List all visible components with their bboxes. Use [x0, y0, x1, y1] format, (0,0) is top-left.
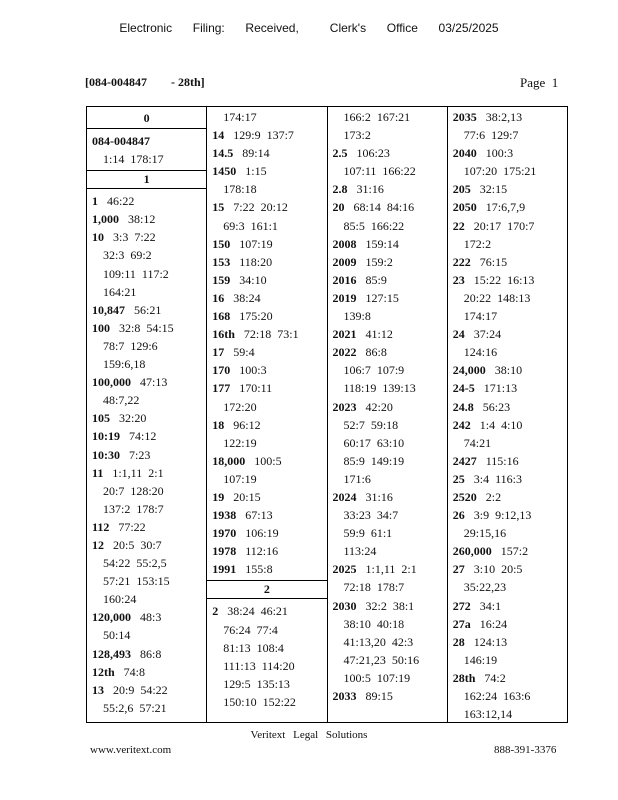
- index-entry: [87, 518, 206, 536]
- index-entry: [448, 452, 567, 470]
- page-line-refs: 46:22: [107, 194, 135, 209]
- word-index-grid: [86, 106, 568, 723]
- index-entry: [207, 144, 326, 162]
- index-entry: [448, 217, 567, 235]
- index-term: 24.8: [452, 399, 474, 414]
- page-line-refs: 15:22 16:13: [473, 272, 535, 287]
- page-line-refs: 74:2: [484, 670, 506, 685]
- page-line-refs: 34:1: [479, 598, 502, 613]
- page-line-refs: 100:3: [239, 363, 267, 378]
- index-entry: [328, 198, 447, 216]
- index-entry: [207, 289, 326, 307]
- page-line-refs: 59:9 61:1: [343, 526, 393, 541]
- index-entry: [87, 409, 206, 427]
- index-term: 24: [452, 327, 465, 342]
- page-line-refs: 29:15,16: [463, 526, 507, 541]
- index-entry: [448, 669, 567, 687]
- index-term: 2019: [332, 290, 357, 305]
- index-entry: [87, 645, 206, 663]
- page-line-refs: 47:21,23 50:16: [343, 652, 420, 667]
- index-column-4: [448, 107, 567, 722]
- page-line-refs: 118:20: [239, 254, 273, 269]
- index-term: 10:19: [92, 429, 120, 444]
- index-entry: [207, 307, 326, 325]
- page-line-refs: 118:19 139:13: [343, 381, 416, 396]
- index-term: 2: [212, 604, 219, 619]
- case-number: [084-004847 - 28th]: [85, 75, 205, 89]
- index-term: 11: [92, 465, 104, 480]
- page-line-refs: 38:24 46:21: [227, 604, 288, 619]
- index-term: 2033: [332, 689, 357, 703]
- index-entry: [328, 597, 447, 615]
- index-term: 2.5: [332, 146, 348, 161]
- index-entry: [207, 271, 326, 289]
- index-entry: [328, 253, 447, 271]
- index-column-3: [328, 107, 448, 722]
- index-entry: [448, 542, 567, 560]
- index-term: 2022: [332, 345, 357, 360]
- index-entry: [328, 271, 447, 289]
- page-line-refs: 55:2,6 57:21: [103, 700, 167, 715]
- index-entry: [448, 506, 567, 524]
- index-entry: [448, 470, 567, 488]
- index-entry: [448, 144, 567, 162]
- page-line-refs: 1:1,11 2:1: [365, 562, 417, 577]
- page-line-refs: 173:2: [343, 128, 371, 143]
- index-term: 14: [212, 128, 225, 143]
- page-line-refs: 170:11: [239, 381, 273, 396]
- page-line-refs: 81:13 108:4: [223, 640, 284, 655]
- index-entry: [207, 560, 326, 578]
- index-term: 28: [452, 634, 465, 649]
- index-term: 1970: [212, 526, 237, 541]
- index-term: 13: [92, 682, 104, 697]
- page-line-refs: 35:22,23: [463, 580, 507, 595]
- index-entry: [448, 180, 567, 198]
- page-line-refs: 20:5 30:7: [113, 537, 162, 552]
- index-term: 2008: [332, 236, 357, 251]
- index-entry: [87, 446, 206, 464]
- index-entry: [207, 542, 326, 560]
- page-line-refs: 7:22 20:12: [233, 200, 288, 215]
- index-term: 153: [212, 254, 231, 269]
- page-line-refs: 106:7 107:9: [343, 363, 405, 378]
- page-line-refs: 111:13 114:20: [223, 658, 295, 673]
- index-term: 159: [212, 272, 231, 287]
- index-term: 205: [452, 182, 471, 197]
- index-term: 128,493: [92, 646, 131, 661]
- page-line-refs: 137:2 178:7: [103, 501, 164, 516]
- page-line-refs: 20:15: [233, 489, 261, 504]
- page-line-refs: 50:14: [103, 628, 131, 643]
- index-entry: [328, 488, 447, 506]
- page-line-refs: 113:24: [343, 544, 377, 559]
- index-entry: [448, 253, 567, 271]
- index-term: 222: [452, 254, 471, 269]
- index-entry: [207, 235, 326, 253]
- index-term: 18: [212, 417, 225, 432]
- page-line-refs: 166:2 167:21: [343, 110, 411, 124]
- index-term: 2035: [452, 110, 477, 124]
- index-entry: [87, 663, 206, 681]
- page-line-refs: 107:20 175:21: [463, 164, 537, 179]
- page-line-refs: 74:12: [129, 429, 157, 444]
- page-line-refs: 164:21: [103, 284, 137, 299]
- index-entry: [448, 361, 567, 379]
- index-term: 105: [92, 411, 110, 426]
- page-line-refs: 175:20: [239, 309, 273, 324]
- index-term: 17: [212, 345, 225, 360]
- page-line-refs: 112:16: [245, 544, 279, 559]
- page-line-refs: 1:14 178:17: [103, 152, 164, 167]
- index-term: 1991: [212, 562, 237, 577]
- index-entry: [207, 379, 326, 397]
- index-entry: [87, 608, 206, 626]
- page-line-refs: 31:16: [356, 182, 384, 197]
- page-line-refs: 59:4: [233, 345, 255, 360]
- index-term: 27a: [452, 616, 471, 631]
- page-line-refs: 3:3 7:22: [113, 230, 156, 245]
- page-line-refs: 106:23: [356, 146, 390, 161]
- page-line-refs: 3:4 116:3: [473, 471, 522, 486]
- index-term: 19: [212, 489, 225, 504]
- index-entry: [87, 192, 206, 210]
- page-line-refs: 41:13,20 42:3: [343, 634, 414, 649]
- index-entry: [87, 427, 206, 445]
- index-term: 2025: [332, 562, 357, 577]
- page-line-refs: 77:6 129:7: [463, 128, 519, 143]
- index-term: 20: [332, 200, 345, 215]
- index-column-2: [207, 107, 327, 722]
- index-entry: [448, 560, 567, 578]
- index-entry: [448, 325, 567, 343]
- page-line-refs: 69:3 161:1: [223, 218, 278, 233]
- page-line-refs: 77:22: [118, 519, 146, 534]
- index-entry: [87, 536, 206, 554]
- page-line-refs: 159:2: [365, 254, 393, 269]
- page-line-refs: 172:20: [223, 399, 257, 414]
- page-line-refs: 20:17 170:7: [473, 218, 535, 233]
- page-line-refs: 20:7 128:20: [103, 483, 164, 498]
- page-line-refs: 34:10: [239, 272, 267, 287]
- index-term: 2023: [332, 399, 357, 414]
- index-entry: [207, 325, 326, 343]
- page-line-refs: 106:19: [245, 526, 279, 541]
- page-line-refs: 20:22 148:13: [463, 290, 531, 305]
- page-line-refs: 96:12: [233, 417, 261, 432]
- index-term: 18,000: [212, 453, 246, 468]
- index-entry: [207, 126, 326, 144]
- page-line-refs: 37:24: [473, 327, 502, 342]
- page-line-refs: 107:19: [223, 471, 257, 486]
- index-term: 100: [92, 320, 110, 335]
- page-line-refs: 76:24 77:4: [223, 622, 278, 637]
- page-line-refs: 32:15: [479, 182, 508, 197]
- index-entry: [448, 271, 567, 289]
- page-line-refs: 38:10 40:18: [343, 616, 405, 631]
- index-entry: [207, 602, 326, 620]
- index-term: 16th: [212, 327, 235, 342]
- index-term: 150: [212, 236, 231, 251]
- page-line-refs: 67:13: [245, 508, 273, 523]
- index-term: 084-004847: [92, 134, 150, 148]
- page-line-refs: 89:15: [365, 689, 393, 703]
- index-entry: [207, 162, 326, 180]
- page-line-refs: 107:11 166:22: [343, 164, 416, 179]
- page-line-refs: 54:22 55:2,5: [103, 556, 167, 571]
- index-entry: [207, 198, 326, 216]
- index-entry: [448, 379, 567, 397]
- index-entry: [448, 615, 567, 633]
- page-line-refs: 124:16: [463, 345, 498, 360]
- page-line-refs: 42:20: [365, 399, 393, 414]
- page-line-refs: 100:5: [254, 453, 282, 468]
- index-term: 24,000: [452, 363, 486, 378]
- page-line-refs: 74:8: [123, 664, 146, 679]
- page-line-refs: 7:23: [129, 447, 151, 462]
- page-line-refs: 3:9 9:12,13: [473, 508, 532, 523]
- page-line-refs: 162:24 163:6: [463, 689, 531, 703]
- page-line-refs: 32:8 54:15: [119, 320, 174, 335]
- page-line-refs: 47:13: [140, 375, 168, 390]
- page-line-refs: 41:12: [365, 327, 393, 342]
- index-entry: [448, 198, 567, 216]
- index-term: 100,000: [92, 375, 131, 390]
- page-line-refs: 86:8: [140, 646, 162, 661]
- page-line-refs: 20:9 54:22: [113, 682, 168, 697]
- index-entry: [207, 416, 326, 434]
- index-entry: [207, 361, 326, 379]
- page-line-refs: 57:21 153:15: [103, 574, 170, 589]
- page-line-refs: 100:3: [485, 146, 514, 161]
- index-entry: [328, 560, 447, 578]
- index-term: 112: [92, 519, 110, 534]
- page-line-refs: 17:6,7,9: [485, 200, 526, 215]
- index-term: 26: [452, 508, 465, 523]
- index-term: 260,000: [452, 544, 492, 559]
- page-line-refs: 56:23: [482, 399, 511, 414]
- page-line-refs: 52:7 59:18: [343, 417, 399, 432]
- section-header: 2: [207, 580, 326, 599]
- index-term: 168: [212, 309, 231, 324]
- index-term: 24-5: [452, 381, 475, 396]
- index-term: 10,847: [92, 302, 125, 317]
- page-line-refs: 146:19: [463, 652, 498, 667]
- index-term: 2520: [452, 489, 477, 504]
- page-line-refs: 38:10: [494, 363, 523, 378]
- page-line-refs: 1:4 4:10: [479, 417, 523, 432]
- page-line-refs: 72:18 73:1: [243, 327, 299, 342]
- index-entry: [328, 325, 447, 343]
- index-entry: [87, 319, 206, 337]
- page-line-refs: 171:13: [483, 381, 518, 396]
- footer-website: www.veritext.com: [90, 744, 172, 756]
- page-line-refs: 38:12: [128, 212, 156, 227]
- index-term: 15: [212, 200, 225, 215]
- page-line-refs: 155:8: [245, 562, 273, 577]
- page-line-refs: 38:2,13: [485, 110, 523, 124]
- index-term: 1: [92, 194, 98, 209]
- page-line-refs: 86:8: [365, 345, 387, 360]
- page-line-refs: 78:7 129:6: [103, 338, 158, 353]
- index-entry: [328, 235, 447, 253]
- page-line-refs: 85:9: [365, 272, 387, 287]
- page-line-refs: 129:9 137:7: [233, 128, 294, 143]
- page-line-refs: 124:13: [473, 634, 508, 649]
- index-term: 25: [452, 471, 465, 486]
- index-entry: [87, 301, 206, 319]
- index-term: 12th: [92, 664, 115, 679]
- index-entry: [328, 687, 447, 705]
- index-entry: [328, 144, 447, 162]
- filing-header: Electronic Filing: Received, Clerk's Office 03/25/2025: [119, 21, 499, 35]
- page-line-refs: 1:15: [245, 164, 267, 179]
- index-entry: [207, 506, 326, 524]
- index-term: 10:30: [92, 447, 120, 462]
- page-line-refs: 178:18: [223, 182, 257, 197]
- section-header: 0: [87, 108, 206, 129]
- index-term: 2016: [332, 272, 357, 287]
- page-line-refs: 76:15: [479, 254, 508, 269]
- index-term: 1,000: [92, 212, 119, 227]
- index-term: 23: [452, 272, 465, 287]
- page-line-refs: 60:17 63:10: [343, 435, 405, 450]
- page-line-refs: 16:24: [479, 616, 508, 631]
- index-term: 16: [212, 290, 225, 305]
- page-line-refs: 89:14: [242, 146, 270, 161]
- index-entry: [328, 398, 447, 416]
- index-entry: [87, 132, 206, 150]
- page-line-refs: 32:20: [119, 411, 147, 426]
- index-entry: [207, 488, 326, 506]
- index-term: 242: [452, 417, 471, 432]
- index-term: 2009: [332, 254, 357, 269]
- page-line-refs: 122:19: [223, 435, 257, 450]
- page-line-refs: 159:6,18: [103, 357, 146, 372]
- section-header: 1: [87, 170, 206, 189]
- index-entry: [448, 633, 567, 651]
- index-term: 1450: [212, 164, 237, 179]
- index-term: 177: [212, 381, 231, 396]
- index-entry: [328, 180, 447, 198]
- page-line-refs: 129:5 135:13: [223, 676, 290, 691]
- index-entry: [448, 398, 567, 416]
- page-line-refs: 159:14: [365, 236, 399, 251]
- page-line-refs: 85:9 149:19: [343, 453, 405, 468]
- footer-company: Veritext Legal Solutions: [250, 729, 368, 741]
- index-entry: [328, 343, 447, 361]
- index-term: 28th: [452, 670, 476, 685]
- index-entry: [448, 416, 567, 434]
- page-line-refs: 48:3: [140, 610, 162, 625]
- index-term: 1938: [212, 508, 237, 523]
- index-term: 120,000: [92, 610, 131, 625]
- page-line-refs: 38:24: [233, 290, 261, 305]
- page-line-refs: 68:14 84:16: [353, 200, 415, 215]
- page-line-refs: 72:18 178:7: [343, 580, 405, 595]
- page-line-refs: 33:23 34:7: [343, 508, 399, 523]
- page-line-refs: 1:1,11 2:1: [112, 465, 164, 480]
- page-line-refs: 174:17: [223, 110, 257, 124]
- page-line-refs: 31:16: [365, 489, 393, 504]
- page-line-refs: 56:21: [134, 302, 162, 317]
- index-term: 2.8: [332, 182, 348, 197]
- index-term: 2040: [452, 146, 477, 161]
- page-line-refs: 172:2: [463, 236, 492, 251]
- page-line-refs: 32:3 69:2: [103, 248, 152, 263]
- index-entry: [448, 597, 567, 615]
- page-line-refs: 32:2 38:1: [365, 598, 415, 613]
- index-term: 27: [452, 562, 465, 577]
- page-line-refs: 107:19: [239, 236, 273, 251]
- index-term: 14.5: [212, 146, 234, 161]
- page-line-refs: 160:24: [103, 592, 137, 607]
- page-line-refs: 174:17: [463, 309, 498, 324]
- page-line-refs: 109:11 117:2: [103, 266, 169, 281]
- index-term: 2024: [332, 489, 357, 504]
- index-term: 2030: [332, 598, 357, 613]
- page-line-refs: 139:8: [343, 309, 371, 324]
- index-entry: [87, 464, 206, 482]
- page-line-refs: 3:10 20:5: [473, 562, 523, 577]
- index-entry: [207, 524, 326, 542]
- page-line-refs: 171:6: [343, 471, 371, 486]
- index-term: 2427: [452, 453, 477, 468]
- index-term: 1978: [212, 544, 237, 559]
- page-number: Page 1: [520, 75, 559, 90]
- index-term: 10: [92, 230, 104, 245]
- index-entry: [87, 228, 206, 246]
- index-term: 272: [452, 598, 471, 613]
- page-line-refs: 150:10 152:22: [223, 694, 296, 709]
- index-term: 170: [212, 363, 231, 378]
- index-term: 12: [92, 537, 104, 552]
- index-entry: [87, 373, 206, 391]
- page-line-refs: 115:16: [485, 453, 519, 468]
- page-line-refs: 127:15: [365, 290, 399, 305]
- page-line-refs: 2:2: [485, 489, 502, 504]
- index-entry: [87, 210, 206, 228]
- page-line-refs: 157:2: [500, 544, 529, 559]
- page-line-refs: 163:12,14: [463, 707, 513, 722]
- index-entry: [448, 488, 567, 506]
- index-entry: [87, 681, 206, 699]
- page-line-refs: 85:5 166:22: [343, 218, 405, 233]
- index-term: 22: [452, 218, 465, 233]
- page-line-refs: 48:7,22: [103, 393, 140, 408]
- index-entry: [207, 253, 326, 271]
- index-entry: [448, 108, 567, 126]
- index-term: 2050: [452, 200, 477, 215]
- index-column-1: [87, 107, 207, 722]
- page-line-refs: 100:5 107:19: [343, 670, 411, 685]
- page-line-refs: 74:21: [463, 435, 492, 450]
- index-term: 2021: [332, 327, 357, 342]
- index-entry: [328, 289, 447, 307]
- footer-phone: 888-391-3376: [494, 744, 557, 756]
- index-entry: [207, 452, 326, 470]
- index-entry: [207, 343, 326, 361]
